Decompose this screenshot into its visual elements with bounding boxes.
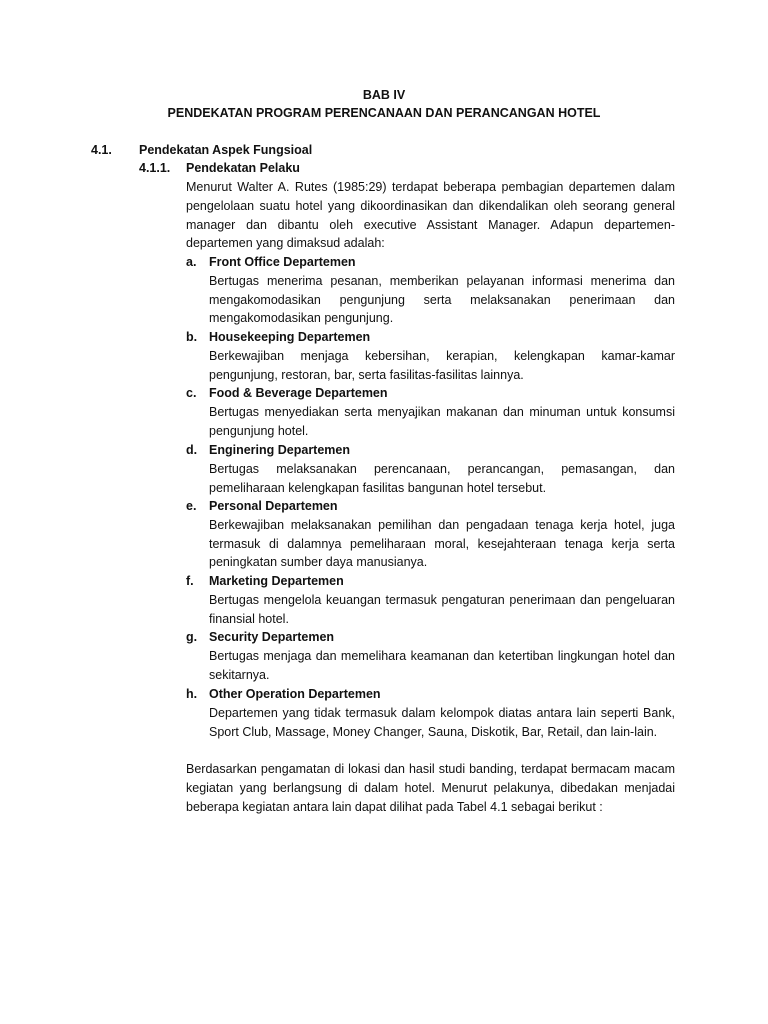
item-title: Other Operation Departemen xyxy=(209,687,381,701)
item-letter: a. xyxy=(186,255,197,269)
item-letter: h. xyxy=(186,687,198,701)
chapter-heading: BAB IV xyxy=(362,88,406,102)
intro-paragraph: Menurut Walter A. Rutes (1985:29) terdapat beberapa pembagian departemen dalam pengelolaan suatu hotel yang dikoordinasikan dan dikendalikan oleh seorang general manager dan dibantu oleh executive Assistant Manager. Adapun departemen-departemen yang dimaksud adalah: xyxy=(186,180,675,251)
item-description: Bertugas menjaga dan memelihara keamanan dan ketertiban lingkungan hotel dan sekitarnya. xyxy=(209,648,675,682)
subsection-number: 4.1.1. xyxy=(139,161,171,175)
closing-paragraph: Berdasarkan pengamatan di lokasi dan hasil studi banding, terdapat bermacam macam kegiatan yang berlangsung di dalam hotel. Menurut pelakunya, dibedakan menjadai beberapa kegiatan antara lain dapat dilihat pada Tabel 4.1 sebagai berikut : xyxy=(186,762,675,814)
item-title: Personal Departemen xyxy=(209,499,338,513)
item-letter: b. xyxy=(186,330,198,344)
item-letter: g. xyxy=(186,630,198,644)
list-item xyxy=(186,628,675,684)
item-letter: f. xyxy=(186,574,194,588)
item-letter: c. xyxy=(186,386,197,400)
item-title: Front Office Departemen xyxy=(209,255,356,269)
item-letter: d. xyxy=(186,443,198,457)
item-title: Marketing Departemen xyxy=(209,574,344,588)
list-item xyxy=(186,497,675,572)
item-letter: e. xyxy=(186,499,197,513)
item-description: Bertugas mengelola keuangan termasuk pengaturan penerimaan dan pengeluaran finansial hotel. xyxy=(209,592,675,626)
item-title: Housekeeping Departemen xyxy=(209,330,371,344)
item-description: Berkewajiban melaksanakan pemilihan dan pengadaan tenaga kerja hotel, juga termasuk di dalamnya pemeliharaan moral, kesejahteraan tenaga kerja serta peningkatan sumber daya manusianya. xyxy=(209,517,675,570)
item-description: Bertugas melaksanakan perencanaan, perancangan, pemasangan, dan pemeliharaan kelengkapan fasilitas bangunan hotel tersebut. xyxy=(209,461,675,495)
chapter-title: PENDEKATAN PROGRAM PERENCANAAN DAN PERANCANGAN HOTEL xyxy=(167,106,601,120)
list-item xyxy=(186,384,675,440)
item-description: Departemen yang tidak termasuk dalam kelompok diatas antara lain seperti Bank, Sport Club, Massage, Money Changer, Sauna, Diskotik, Bar, Retail, dan lain-lain. xyxy=(209,705,675,739)
item-description: Berkewajiban menjaga kebersihan, kerapian, kelengkapan kamar-kamar pengunjung, restoran, bar, serta fasilitas-fasilitas lainnya. xyxy=(209,348,675,382)
list-item xyxy=(186,253,675,328)
item-description: Bertugas menerima pesanan, memberikan pelayanan informasi menerima dan mengakomodasikan pengunjung serta melaksanakan penerimaan dan mengakomodasikan pengunjung. xyxy=(209,273,675,326)
item-title: Security Departemen xyxy=(209,630,335,644)
item-description: Bertugas menyediakan serta menyajikan makanan dan minuman untuk konsumsi pengunjung hotel. xyxy=(209,404,675,438)
list-item xyxy=(186,685,675,741)
item-title: Food & Beverage Departemen xyxy=(209,386,388,400)
subsection-title: Pendekatan Pelaku xyxy=(186,161,300,175)
section-title: Pendekatan Aspek Fungsioal xyxy=(139,143,313,157)
item-title: Enginering Departemen xyxy=(209,443,350,457)
list-item xyxy=(186,441,675,497)
list-item xyxy=(186,572,675,628)
list-item xyxy=(186,328,675,384)
section-number: 4.1. xyxy=(91,143,112,157)
